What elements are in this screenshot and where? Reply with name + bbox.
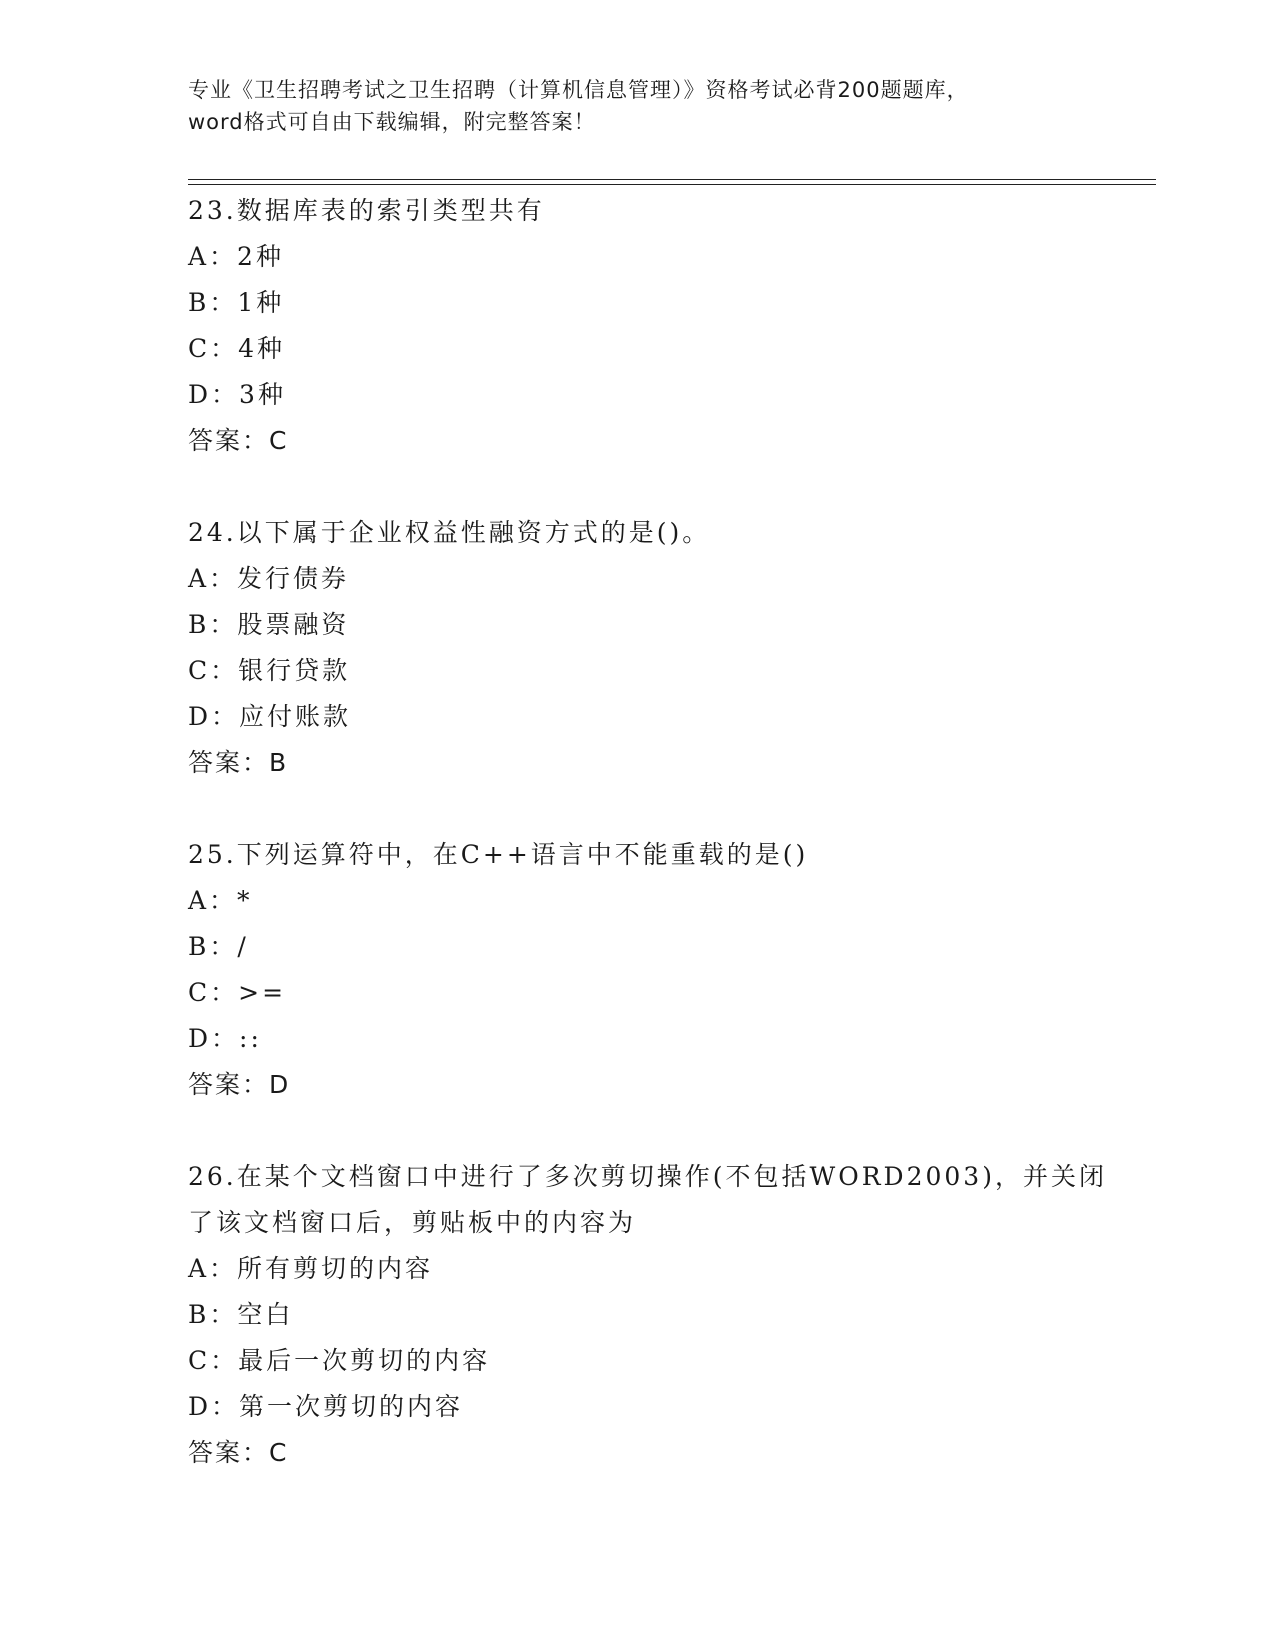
option-b: B：股票融资 xyxy=(188,610,350,639)
question-23 xyxy=(188,188,1088,464)
option-d: D：第一次剪切的内容 xyxy=(188,1392,464,1421)
option-a: A：发行债券 xyxy=(188,564,350,593)
document-header xyxy=(188,74,1088,138)
option-a: A：2种 xyxy=(188,242,284,271)
question-stem: 23.数据库表的索引类型共有 xyxy=(188,196,545,225)
answer-line: 答案：C xyxy=(188,1438,289,1467)
option-d: D：:: xyxy=(188,1024,262,1053)
header-divider-bottom xyxy=(188,184,1156,185)
header-line-1: 专业《卫生招聘考试之卫生招聘（计算机信息管理）》资格考试必背200题题库， xyxy=(188,78,969,102)
header-line-2: word格式可自由下载编辑，附完整答案！ xyxy=(188,110,596,134)
question-stem: 26.在某个文档窗口中进行了多次剪切操作(不包括WORD2003)，并关闭 xyxy=(188,1162,1107,1191)
option-b: B：1种 xyxy=(188,288,285,317)
option-c: C：最后一次剪切的内容 xyxy=(188,1346,491,1375)
header-divider-top xyxy=(188,179,1156,180)
option-d: D：应付账款 xyxy=(188,702,352,731)
option-c: C：4种 xyxy=(188,334,286,363)
option-a: A：* xyxy=(188,886,253,915)
option-b: B：空白 xyxy=(188,1300,294,1329)
question-stem-continued: 了该文档窗口后，剪贴板中的内容为 xyxy=(188,1208,637,1237)
question-25 xyxy=(188,832,1088,1108)
question-26 xyxy=(188,1154,1107,1476)
option-a: A：所有剪切的内容 xyxy=(188,1254,434,1283)
option-c: C：>= xyxy=(188,978,287,1007)
answer-line: 答案：D xyxy=(188,1070,291,1099)
answer-line: 答案：C xyxy=(188,426,289,455)
option-b: B：/ xyxy=(188,932,249,961)
question-stem: 25.下列运算符中，在C++语言中不能重载的是() xyxy=(188,840,809,869)
option-d: D：3种 xyxy=(188,380,286,409)
question-24 xyxy=(188,510,1088,786)
question-stem: 24.以下属于企业权益性融资方式的是()。 xyxy=(188,518,711,547)
option-c: C：银行贷款 xyxy=(188,656,351,685)
answer-line: 答案：B xyxy=(188,748,289,777)
